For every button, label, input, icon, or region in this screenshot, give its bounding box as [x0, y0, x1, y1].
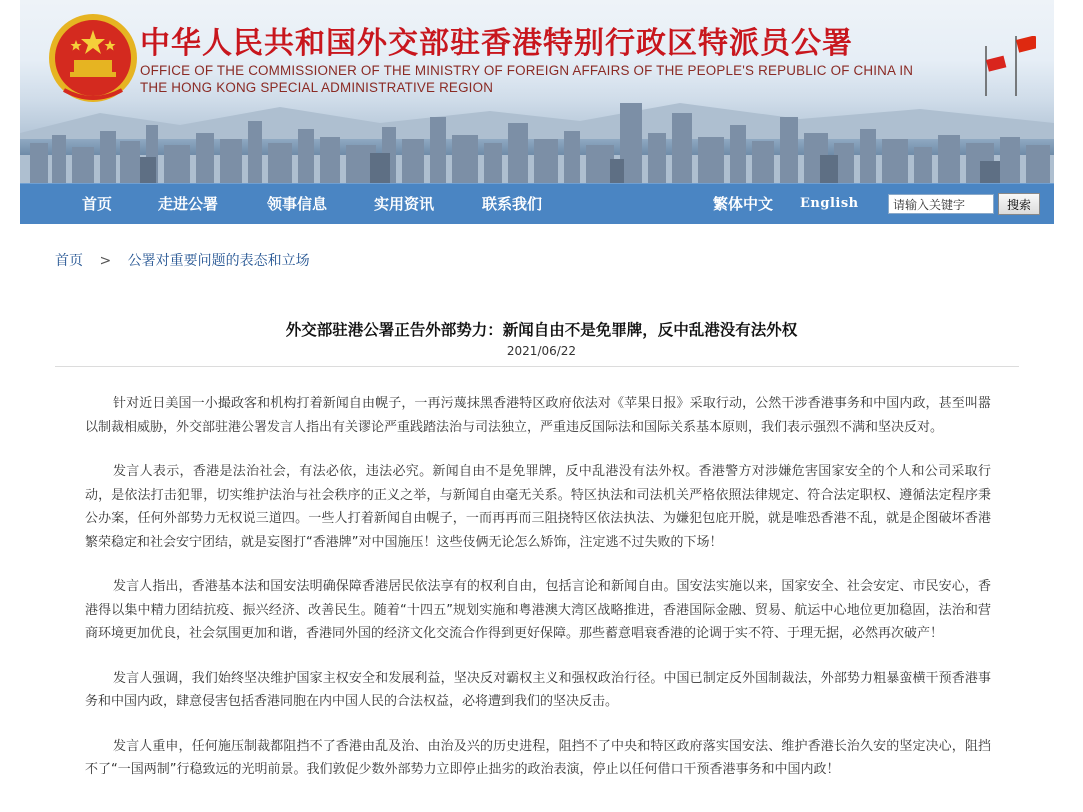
nav-contact[interactable]: 联系我们: [482, 195, 543, 213]
flags-icon: [976, 36, 1036, 96]
article-paragraph: 发言人强调，我们始终坚决维护国家主权安全和发展利益，坚决反对霸权主义和强权政治行径。中国已制定反外国制裁法，外部势力粗暴蛮横干预香港事务和中国内政，肆意侵害包括香港同胞在内中国人民的合法权益，必将遭到我们的坚决反击。: [85, 670, 991, 709]
nav-traditional-chinese[interactable]: 繁体中文: [713, 195, 774, 213]
breadcrumb: [55, 250, 310, 270]
site-title-en: [140, 62, 913, 96]
national-emblem-icon: [44, 10, 142, 106]
search-input[interactable]: [888, 194, 994, 214]
nav-home[interactable]: 首页: [82, 195, 113, 213]
article-body: [85, 392, 991, 803]
nav-practical-info[interactable]: 实用资讯: [374, 195, 435, 213]
search-button[interactable]: 搜索: [998, 193, 1040, 215]
nav-about[interactable]: 走进公署: [158, 195, 219, 213]
breadcrumb-separator: >: [99, 253, 112, 269]
site-title-en-line2: THE HONG KONG SPECIAL ADMINISTRATIVE REGION: [140, 80, 494, 95]
hk-flag-icon: [986, 56, 1006, 72]
breadcrumb-home[interactable]: 首页: [55, 253, 83, 269]
article-date: 2021/06/22: [506, 344, 577, 358]
header-banner: [20, 0, 1054, 183]
article-title: 外交部驻港公署正告外部势力：新闻自由不是免罪牌，反中乱港没有法外权: [285, 320, 798, 339]
article-paragraph: 针对近日美国一小撮政客和机构打着新闻自由幌子，一再污蔑抹黑香港特区政府依法对《苹果日报》采取行动，公然干涉香港事务和中国内政，甚至叫嚣以制裁相威胁，外交部驻港公署发言人指出有关谬论严重践踏法治与司法独立，严重违反国际法和国际关系基本原则，我们表示强烈不满和坚决反对。: [85, 396, 991, 435]
nav-english[interactable]: English: [800, 196, 859, 211]
article-paragraph: 发言人指出，香港基本法和国安法明确保障香港居民依法享有的权利自由，包括言论和新闻自由。国安法实施以来，国家安全、社会安定、市民安心，香港得以集中精力团结抗疫、振兴经济、改善民生。随着“十四五”规划实施和粤港澳大湾区战略推进，香港国际金融、贸易、航运中心地位更加稳固，法治和营商环境更加优良，社会氛围更加和谐，香港同外国的经济文化交流合作得到更好保障。那些蓄意唱衰香港的论调于实不符、于理无据，必然再次破产！: [85, 579, 991, 641]
main-nav: [20, 183, 1054, 224]
article-paragraph: 发言人重申，任何施压制裁都阻挡不了香港由乱及治、由治及兴的历史进程，阻挡不了中央和特区政府落实国安法、维护香港长治久安的坚定决心，阻挡不了“一国两制”行稳致远的光明前景。我们敦促少数外部势力立即停止拙劣的政治表演，停止以任何借口干预香港事务和中国内政！: [85, 738, 991, 777]
china-flag-icon: [1016, 36, 1036, 53]
divider: [55, 366, 1019, 367]
article-paragraph: 发言人表示，香港是法治社会，有法必依，违法必究。新闻自由不是免罪牌，反中乱港没有法外权。香港警方对涉嫌危害国家安全的个人和公司采取行动，是依法打击犯罪，切实维护法治与社会秩序的正义之举，与新闻自由毫无关系。特区执法和司法机关严格依照法律规定、符合法定职权、遵循法定程序秉公办案，任何外部势力无权说三道四。一些人打着新闻自由幌子，一而再再而三阻挠特区依法执法、为嫌犯包庇开脱，就是唯恐香港不乱，就是企图破坏香港繁荣稳定和社会安宁团结，就是妄图打“香港牌”对中国施压！这些伎俩无论怎么矫饰，注定逃不过失败的下场！: [85, 464, 991, 550]
site-title-en-line1: OFFICE OF THE COMMISSIONER OF THE MINISTRY OF FOREIGN AFFAIRS OF THE PEOPLE'S REPUBLIC OF CHINA IN: [140, 63, 914, 78]
nav-consular[interactable]: 领事信息: [267, 195, 328, 213]
site-title-cn: 中华人民共和国外交部驻香港特别行政区特派员公署: [140, 26, 853, 61]
breadcrumb-current[interactable]: 公署对重要问题的表态和立场: [127, 253, 310, 269]
